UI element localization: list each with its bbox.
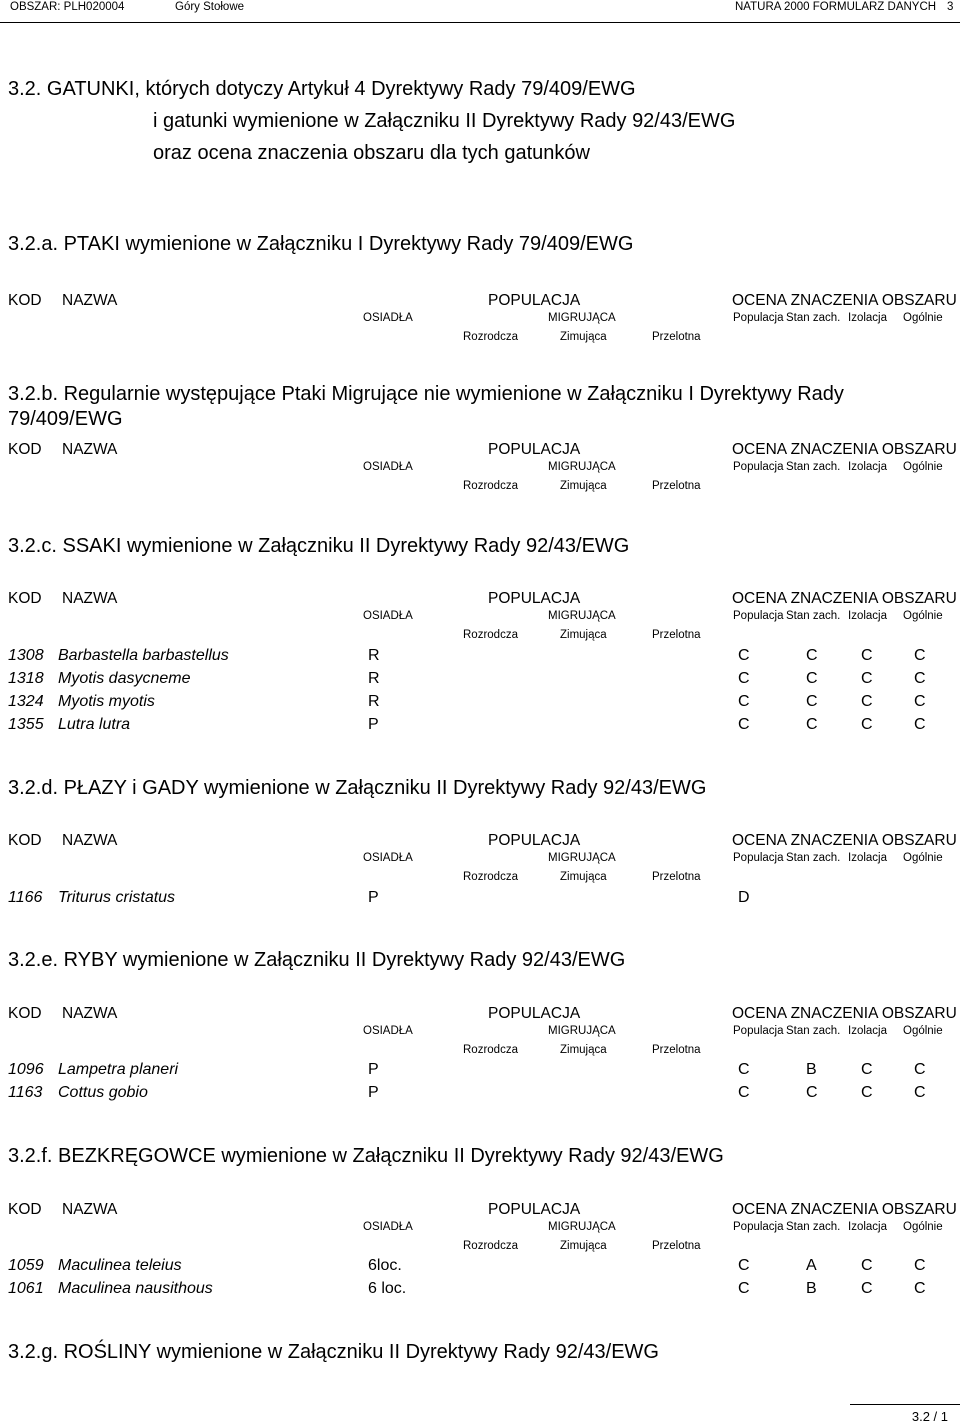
assessment-global: C (914, 693, 926, 710)
assessment-isolation: C (861, 670, 873, 687)
table-row (0, 693, 960, 715)
col-kod: KOD (8, 1005, 42, 1022)
assessment-population: C (738, 1257, 750, 1274)
col-migrujaca: MIGRUJĄCA (548, 852, 616, 864)
col-izolacja: Izolacja (848, 312, 887, 324)
species-code: 1324 (8, 693, 44, 710)
assessment-conservation: A (806, 1257, 817, 1274)
assessment-global: C (914, 1257, 926, 1274)
table-header-f (0, 1201, 960, 1261)
col-nazwa: NAZWA (62, 590, 118, 607)
assessment-isolation: C (861, 693, 873, 710)
col-populacja-sub: Populacja (733, 852, 784, 864)
species-code: 1059 (8, 1257, 44, 1274)
col-populacja: POPULACJA (488, 441, 581, 458)
col-stan: Stan zach. (786, 461, 841, 473)
population-value: P (368, 1084, 379, 1101)
main-title (8, 73, 735, 169)
col-zimujaca: Zimująca (560, 480, 607, 492)
col-przelotna: Przelotna (652, 480, 701, 492)
col-stan: Stan zach. (786, 852, 841, 864)
table-header-d (0, 832, 960, 892)
col-populacja: POPULACJA (488, 590, 581, 607)
section-title-d: 3.2.d. PŁAZY i GADY wymienione w Załączniku II Dyrektywy Rady 92/43/EWG (8, 777, 707, 799)
col-populacja: POPULACJA (488, 1201, 581, 1218)
species-name: Lutra lutra (58, 716, 131, 733)
col-ogolnie: Ogólnie (903, 461, 943, 473)
col-kod: KOD (8, 441, 42, 458)
col-nazwa: NAZWA (62, 832, 118, 849)
table-header-b (0, 441, 960, 501)
footer-page-number: 3.2 / 1 (911, 1409, 948, 1424)
col-przelotna: Przelotna (652, 1044, 701, 1056)
col-osiadla: OSIADŁA (363, 610, 413, 622)
section-title-b: 3.2.b. Regularnie występujące Ptaki Migrujące nie wymienione w Załączniku I Dyrektywy Rady (8, 383, 844, 405)
assessment-population: C (738, 716, 750, 733)
header-form-title: NATURA 2000 FORMULARZ DANYCH (735, 1, 937, 13)
population-value: P (368, 889, 379, 906)
assessment-population: D (738, 889, 750, 906)
col-stan: Stan zach. (786, 610, 841, 622)
population-value: R (368, 670, 380, 687)
table-row (0, 670, 960, 692)
col-zimujaca: Zimująca (560, 1240, 607, 1252)
assessment-global: C (914, 716, 926, 733)
col-ocena: OCENA ZNACZENIA OBSZARU (732, 441, 957, 458)
col-kod: KOD (8, 292, 42, 309)
species-name: Lampetra planeri (58, 1061, 179, 1078)
table-header-e (0, 1005, 960, 1065)
col-nazwa: NAZWA (62, 1201, 118, 1218)
table-row (0, 1061, 960, 1083)
col-populacja-sub: Populacja (733, 1221, 784, 1233)
table-header-a (0, 292, 960, 352)
species-name: Barbastella barbastellus (58, 647, 229, 664)
col-nazwa: NAZWA (62, 441, 118, 458)
col-izolacja: Izolacja (848, 461, 887, 473)
col-izolacja: Izolacja (848, 1025, 887, 1037)
col-zimujaca: Zimująca (560, 331, 607, 343)
species-code: 1318 (8, 670, 44, 687)
assessment-global: C (914, 1061, 926, 1078)
assessment-population: C (738, 1084, 750, 1101)
col-osiadla: OSIADŁA (363, 461, 413, 473)
assessment-population: C (738, 670, 750, 687)
assessment-isolation: C (861, 1257, 873, 1274)
col-przelotna: Przelotna (652, 629, 701, 641)
col-rozrodcza: Rozrodcza (463, 480, 518, 492)
table-row (0, 647, 960, 669)
table-row (0, 889, 960, 911)
col-populacja: POPULACJA (488, 1005, 581, 1022)
col-osiadla: OSIADŁA (363, 1025, 413, 1037)
col-ocena: OCENA ZNACZENIA OBSZARU (732, 1005, 957, 1022)
assessment-population: C (738, 693, 750, 710)
col-populacja: POPULACJA (488, 292, 581, 309)
assessment-conservation: C (806, 716, 818, 733)
col-ogolnie: Ogólnie (903, 1221, 943, 1233)
section-title-f: 3.2.f. BEZKRĘGOWCE wymienione w Załączniku II Dyrektywy Rady 92/43/EWG (8, 1145, 724, 1167)
main-title-line-1: 3.2. GATUNKI, których dotyczy Artykuł 4 Dyrektywy Rady 79/409/EWG (8, 78, 636, 100)
col-rozrodcza: Rozrodcza (463, 331, 518, 343)
species-name: Maculinea nausithous (58, 1280, 213, 1297)
assessment-conservation: C (806, 670, 818, 687)
col-ocena: OCENA ZNACZENIA OBSZARU (732, 292, 957, 309)
section-title-e: 3.2.e. RYBY wymienione w Załączniku II Dyrektywy Rady 92/43/EWG (8, 949, 626, 971)
section-title-g: 3.2.g. ROŚLINY wymienione w Załączniku II Dyrektywy Rady 92/43/EWG (8, 1341, 659, 1363)
assessment-conservation: B (806, 1280, 817, 1297)
col-rozrodcza: Rozrodcza (463, 871, 518, 883)
assessment-global: C (914, 647, 926, 664)
population-value: 6loc. (368, 1257, 402, 1274)
species-name: Cottus gobio (58, 1084, 148, 1101)
col-przelotna: Przelotna (652, 1240, 701, 1252)
assessment-conservation: B (806, 1061, 817, 1078)
col-migrujaca: MIGRUJĄCA (548, 1221, 616, 1233)
assessment-conservation: C (806, 693, 818, 710)
assessment-isolation: C (861, 1061, 873, 1078)
species-code: 1163 (8, 1084, 43, 1101)
col-migrujaca: MIGRUJĄCA (548, 610, 616, 622)
col-ogolnie: Ogólnie (903, 610, 943, 622)
assessment-isolation: C (861, 647, 873, 664)
population-value: P (368, 716, 379, 733)
header-page-number: 3 (947, 1, 954, 13)
assessment-global: C (914, 1280, 926, 1297)
col-osiadla: OSIADŁA (363, 312, 413, 324)
col-ocena: OCENA ZNACZENIA OBSZARU (732, 1201, 957, 1218)
header-area-name: Góry Stołowe (175, 1, 245, 13)
assessment-global: C (914, 1084, 926, 1101)
col-stan: Stan zach. (786, 1025, 841, 1037)
col-migrujaca: MIGRUJĄCA (548, 312, 616, 324)
col-kod: KOD (8, 590, 42, 607)
species-code: 1096 (8, 1061, 44, 1078)
col-rozrodcza: Rozrodcza (463, 1240, 518, 1252)
assessment-conservation: C (806, 1084, 818, 1101)
col-zimujaca: Zimująca (560, 871, 607, 883)
col-migrujaca: MIGRUJĄCA (548, 461, 616, 473)
col-zimujaca: Zimująca (560, 1044, 607, 1056)
table-row (0, 1280, 960, 1302)
col-przelotna: Przelotna (652, 331, 701, 343)
col-ogolnie: Ogólnie (903, 852, 943, 864)
col-ogolnie: Ogólnie (903, 1025, 943, 1037)
col-izolacja: Izolacja (848, 610, 887, 622)
species-code: 1166 (8, 889, 43, 906)
population-value: P (368, 1061, 379, 1078)
species-name: Maculinea teleius (58, 1257, 182, 1274)
table-header-c (0, 590, 960, 650)
col-osiadla: OSIADŁA (363, 1221, 413, 1233)
section-title-c: 3.2.c. SSAKI wymienione w Załączniku II Dyrektywy Rady 92/43/EWG (8, 535, 630, 557)
col-przelotna: Przelotna (652, 871, 701, 883)
col-migrujaca: MIGRUJĄCA (548, 1025, 616, 1037)
col-ogolnie: Ogólnie (903, 312, 943, 324)
col-nazwa: NAZWA (62, 292, 118, 309)
col-populacja-sub: Populacja (733, 1025, 784, 1037)
section-title-a: 3.2.a. PTAKI wymienione w Załączniku I Dyrektywy Rady 79/409/EWG (8, 233, 634, 255)
col-populacja-sub: Populacja (733, 312, 784, 324)
assessment-isolation: C (861, 1280, 873, 1297)
species-code: 1355 (8, 716, 44, 733)
col-populacja: POPULACJA (488, 832, 581, 849)
table-row (0, 1084, 960, 1106)
species-code: 1061 (8, 1280, 44, 1297)
col-rozrodcza: Rozrodcza (463, 1044, 518, 1056)
col-nazwa: NAZWA (62, 1005, 118, 1022)
population-value: 6 loc. (368, 1280, 407, 1297)
col-stan: Stan zach. (786, 312, 841, 324)
col-izolacja: Izolacja (848, 1221, 887, 1233)
section-title-b-line-2: 79/409/EWG (8, 408, 123, 430)
col-populacja-sub: Populacja (733, 461, 784, 473)
assessment-isolation: C (861, 716, 873, 733)
assessment-global: C (914, 670, 926, 687)
col-ocena: OCENA ZNACZENIA OBSZARU (732, 832, 957, 849)
assessment-population: C (738, 647, 750, 664)
col-populacja-sub: Populacja (733, 610, 784, 622)
col-zimujaca: Zimująca (560, 629, 607, 641)
assessment-isolation: C (861, 1084, 873, 1101)
assessment-population: C (738, 1061, 750, 1078)
col-ocena: OCENA ZNACZENIA OBSZARU (732, 590, 957, 607)
species-name: Triturus cristatus (58, 889, 176, 906)
col-stan: Stan zach. (786, 1221, 841, 1233)
col-izolacja: Izolacja (848, 852, 887, 864)
table-row (0, 1257, 960, 1279)
assessment-population: C (738, 1280, 750, 1297)
col-rozrodcza: Rozrodcza (463, 629, 518, 641)
col-kod: KOD (8, 1201, 42, 1218)
species-code: 1308 (8, 647, 44, 664)
species-name: Myotis myotis (58, 693, 155, 710)
population-value: R (368, 693, 380, 710)
table-row (0, 716, 960, 738)
page-footer (850, 1404, 960, 1427)
population-value: R (368, 647, 380, 664)
page-header (0, 0, 960, 23)
species-name: Myotis dasycneme (58, 670, 191, 687)
assessment-conservation: C (806, 647, 818, 664)
col-kod: KOD (8, 832, 42, 849)
main-title-line-3: oraz ocena znaczenia obszaru dla tych gatunków (153, 142, 590, 164)
header-area-code: OBSZAR: PLH020004 (10, 1, 125, 13)
col-osiadla: OSIADŁA (363, 852, 413, 864)
main-title-line-2: i gatunki wymienione w Załączniku II Dyrektywy Rady 92/43/EWG (153, 110, 736, 132)
